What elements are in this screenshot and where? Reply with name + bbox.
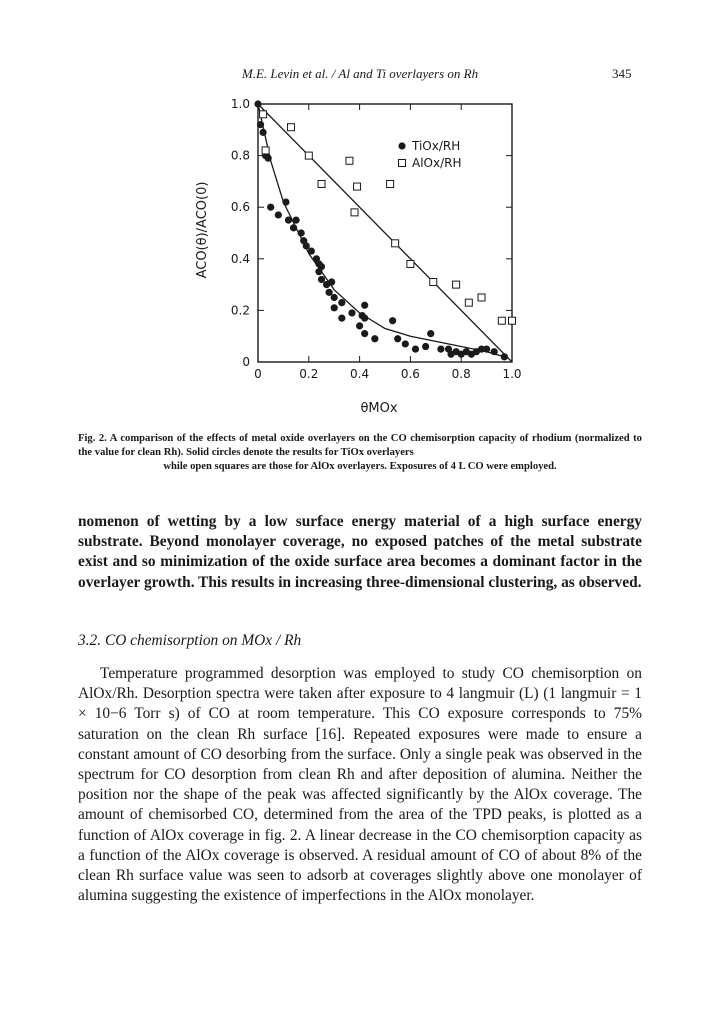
y-tick-label: 0: [242, 355, 250, 369]
y-tick-label: 0.8: [230, 148, 250, 163]
alox-data-point: [354, 183, 361, 190]
x-tick-label: 0.4: [350, 367, 370, 381]
x-tick-label: 0: [254, 367, 262, 381]
y-tick-label: 1.0: [230, 97, 250, 111]
tiox-data-point: [318, 276, 325, 283]
caption-line: Fig. 2. A comparison of the effects of metal oxide overlayers on the CO chemisorption capacity of: [78, 433, 529, 444]
tiox-data-point: [265, 155, 272, 162]
tiox-data-point: [298, 229, 305, 236]
tiox-data-point: [267, 204, 274, 211]
legend-label-alox: AlOx/RH: [412, 156, 462, 170]
alox-data-point: [387, 180, 394, 187]
tiox-data-point: [371, 335, 378, 342]
tiox-data-point: [285, 217, 292, 224]
alox-data-point: [262, 147, 269, 154]
tiox-data-point: [257, 121, 264, 128]
x-tick-label: 1.0: [502, 367, 522, 381]
chart-legend: [398, 139, 461, 170]
tiox-data-point: [328, 278, 335, 285]
tiox-data-point: [389, 317, 396, 324]
section-title: CO chemisorption on MOx / Rh: [104, 632, 302, 649]
alox-data-point: [288, 124, 295, 131]
tiox-data-point: [293, 217, 300, 224]
tiox-data-point: [282, 198, 289, 205]
page-number: 345: [612, 66, 632, 81]
section-number: 3.2.: [78, 632, 102, 649]
tiox-data-point: [361, 315, 368, 322]
alox-data-point: [260, 111, 267, 118]
alox-data-point: [305, 152, 312, 159]
alox-data-point: [498, 317, 505, 324]
alox-data-point: [478, 294, 485, 301]
tiox-data-point: [348, 309, 355, 316]
caption-line: rhodium (normalized to the value for clean Rh). Solid circles denote the results for TiOx overlayers: [78, 433, 642, 458]
y-axis-label: ACO(θ)/ACO(0): [195, 181, 210, 279]
tiox-data-point: [308, 247, 315, 254]
caption-line: while open squares are those for AlOx overlayers. Exposures of 4 L CO were employed.: [163, 461, 557, 472]
body-paragraph: nomenon of wetting by a low surface energy material of a high surface energy substrate. Beyond monolayer coverage, no exposed patches of the metal substrate exist and so minimization of the oxide surface area becomes a dominant factor in the overlayer growth. This results in increasing three-dimensional clustering, as observed.: [78, 513, 642, 591]
x-axis-label: θMOx: [360, 401, 398, 416]
tiox-data-point: [331, 304, 338, 311]
tiox-data-point: [326, 289, 333, 296]
y-tick-label: 0.2: [230, 303, 250, 318]
fit-lines: [258, 104, 512, 362]
x-tick-label: 0.8: [451, 367, 471, 381]
tiox-data-point: [402, 340, 409, 347]
y-tick-label: 0.4: [230, 251, 250, 266]
tiox-data-point: [437, 346, 444, 353]
tiox-data-point: [275, 211, 282, 218]
tiox-data-point: [394, 335, 401, 342]
running-title: M.E. Levin et al. / Al and Ti overlayers on Rh: [241, 66, 479, 81]
tiox-data-point: [483, 346, 490, 353]
tiox-data-point: [491, 348, 498, 355]
alox-data-point: [430, 279, 437, 286]
tiox-data-point: [356, 322, 363, 329]
tiox-data-point: [338, 315, 345, 322]
y-tick-label: 0.6: [230, 200, 250, 215]
legend-marker-tiox: [398, 142, 405, 149]
alox-data-point: [318, 180, 325, 187]
tiox-data-point: [290, 224, 297, 231]
x-tick-label: 0.2: [299, 367, 319, 381]
legend-marker-alox: [399, 160, 406, 167]
tiox-data-point: [338, 299, 345, 306]
co-chemisorption-chart: [190, 90, 550, 422]
alox-data-point: [453, 281, 460, 288]
section-heading: [78, 632, 301, 650]
alox-data-point: [392, 240, 399, 247]
tiox-data-point: [412, 346, 419, 353]
body-paragraph: Temperature programmed desorption was employed to study CO chemisorption on AlOx/Rh. Desorption spectra were taken after exposure to 4 langmuir (L) (1 langmuir = 1 × 10−6 Torr s) of CO at room temperature. This CO exposure corresponds to 75% saturation on the clean Rh surface [16]. Repeated exposures were made to ensure a constant amount of CO desorbing from the surface. Only a single peak was observed in the spectrum for CO desorption from clean Rh and after deposition of alumina. Neither the position nor the shape of the peak was affected significantly by the AlOx coverage. The amount of chemisorbed CO, determined from the area of the TPD peaks, is plotted as a function of AlOx coverage in fig. 2. A linear decrease in the CO chemisorption capacity as a function of the AlOx coverage is observed. A residual amount of CO of about 8% of the clean Rh surface value was seen to adsorb at coverages slightly above one monolayer of alumina suggesting the existence of imperfections in the AlOx monolayer.: [78, 665, 642, 905]
tiox-data-point: [331, 294, 338, 301]
alox-data-point: [351, 209, 358, 216]
x-tick-label: 0.6: [400, 367, 420, 381]
tiox-data-point: [501, 353, 508, 360]
figure-caption: [78, 432, 642, 474]
alox-data-point: [509, 317, 516, 324]
tiox-data-point: [422, 343, 429, 350]
tiox-data-point: [303, 242, 310, 249]
tiox-data-point: [427, 330, 434, 337]
tiox-data-point: [361, 330, 368, 337]
tiox-data-point: [259, 129, 266, 136]
tiox-data-point: [315, 268, 322, 275]
fit-line-linear: [258, 104, 512, 362]
alox-data-point: [407, 260, 414, 267]
alox-data-point: [346, 157, 353, 164]
legend-label-tiox: TiOx/RH: [412, 139, 461, 153]
alox-data-point: [465, 299, 472, 306]
tiox-data-point: [361, 302, 368, 309]
